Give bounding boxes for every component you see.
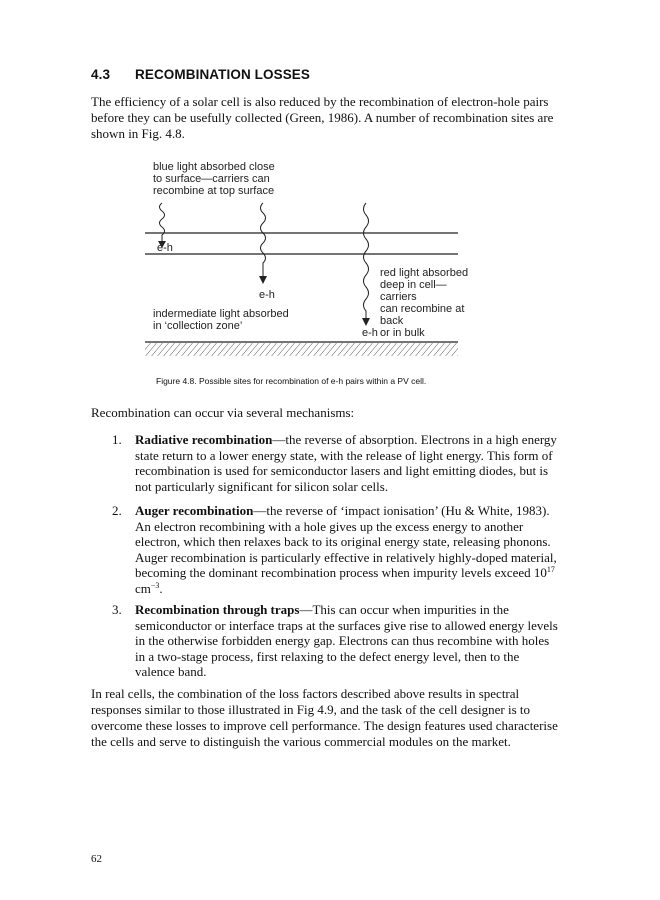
- list-number: 2.: [112, 503, 122, 518]
- back-contact-hatch: [145, 343, 458, 356]
- list-item: [112, 503, 560, 596]
- list-item: [112, 432, 560, 494]
- list-item-title: Radiative recombination: [135, 432, 273, 447]
- red-arrowhead: [362, 318, 370, 326]
- list-number: 1.: [112, 432, 122, 447]
- red-light-label: red light absorbed deep in cell—carriers can recombine at back or in bulk: [380, 267, 469, 339]
- list-item-title: Recombination through traps: [135, 602, 300, 617]
- unit-text: cm: [135, 580, 151, 596]
- section-number: 4.3: [91, 67, 111, 82]
- list-number: 3.: [112, 602, 122, 617]
- list-item-text: —the reverse of absorption. Electrons in a high energy state return to a lower energy state, with the release of light energy. This form of recombination is used for semiconductor lasers and light emitting diodes, but is not particularly significant for silicon solar cells.: [135, 432, 557, 494]
- list-item-text: —the reverse of ‘impact ionisation’ (Hu & White, 1983). An electron recombining with a hole gives up the excess energy to another electron, which then relaxes back to its original energy state, releasing phonons. Auger recombination is particularly effective in relatively highly-doped material, becoming the dominant recombination process when impurity levels exceed 10: [135, 503, 557, 580]
- exponent: 17: [546, 565, 555, 574]
- intermediate-photon-path: [261, 203, 266, 283]
- intermediate-arrowhead: [259, 276, 267, 284]
- section-heading: [91, 67, 310, 82]
- end-text: .: [159, 580, 163, 596]
- final-paragraph: In real cells, the combination of the loss factors described above results in spectral responses similar to those illustrated in Fig 4.9, and the task of the cell designer is to overcome these losses to improve cell performance. The design features used characterise the cells and serve to distinguish the various commercial modules on the market.: [91, 686, 558, 749]
- intro-paragraph: The efficiency of a solar cell is also reduced by the recombination of electron-hole pairs before they can be usefully collected (Green, 1986). A number of recombination sites are shown in Fig. 4.8.: [91, 94, 554, 141]
- blue-photon-path: [160, 203, 165, 247]
- eh-pair-label: e-h: [259, 289, 275, 301]
- red-photon-path: [364, 203, 369, 325]
- list-item-title: Auger recombination: [135, 503, 254, 518]
- exponent: −3: [150, 580, 160, 590]
- list-item-text: —This can occur when impurities in the semiconductor or interface traps at the surfaces give rise to allowed energy levels in the otherwise forbidden energy gap. Electrons can thus recombine with holes in a two-stage process, first relaxing to the defect energy level, then to the valence band.: [135, 602, 558, 679]
- figure-caption: Figure 4.8. Possible sites for recombination of e-h pairs within a PV cell.: [156, 376, 427, 386]
- section-title: RECOMBINATION LOSSES: [135, 67, 311, 82]
- mechanisms-intro: Recombination can occur via several mechanisms:: [91, 405, 355, 420]
- list-item: [112, 602, 560, 680]
- intermediate-light-label: indermediate light absorbed in ‘collection zone’: [153, 308, 289, 332]
- eh-pair-label: e-h: [157, 242, 173, 254]
- page-number: 62: [91, 853, 102, 865]
- eh-pair-label: e-h: [362, 327, 378, 339]
- recombination-figure: [140, 155, 470, 370]
- blue-light-label: blue light absorbed close to surface—carriers can recombine at top surface: [153, 161, 275, 197]
